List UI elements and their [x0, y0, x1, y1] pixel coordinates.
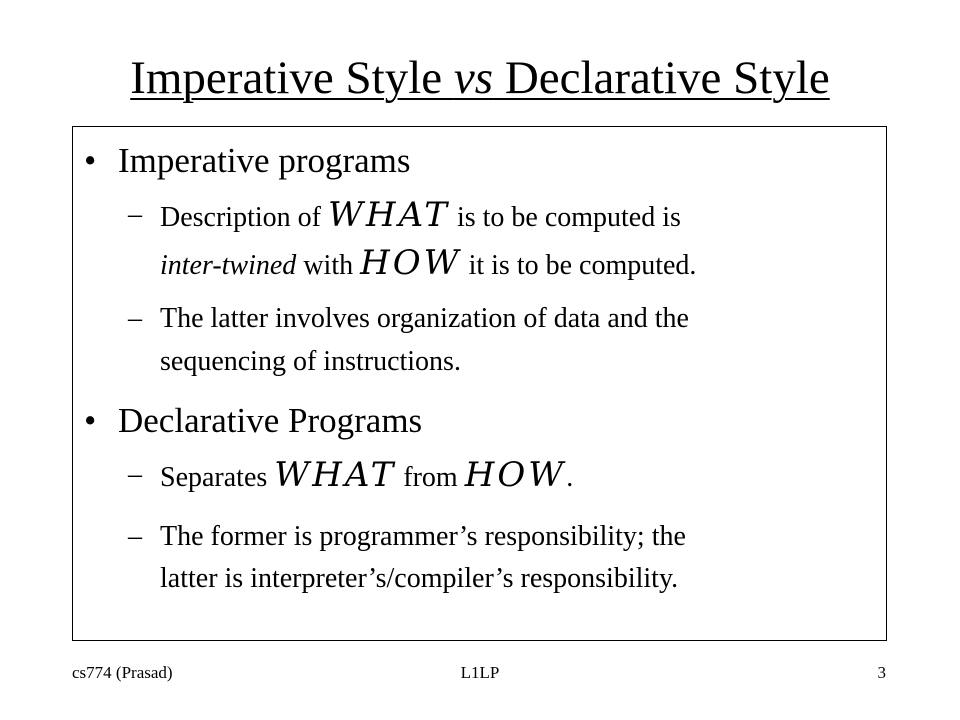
sub-text: Separates — [160, 462, 275, 493]
bullet-imperative — [84, 140, 411, 182]
sub-text: is to be computed is — [449, 202, 681, 233]
sub-text: Description of — [160, 202, 328, 233]
dash-icon: – — [128, 199, 142, 230]
title-part-2: Declarative Style — [493, 52, 830, 104]
what-keyword: WHAT — [327, 195, 450, 235]
title-emphasis: vs — [453, 52, 494, 104]
sub-item-latter-line2: sequencing of instructions. — [160, 346, 461, 377]
sub-item-what-how-line2 — [160, 243, 697, 283]
dash-icon: – — [128, 303, 142, 334]
sub-item-separates — [160, 455, 574, 495]
sub-text: . — [566, 462, 574, 493]
what-keyword: WHAT — [274, 455, 397, 495]
sub-text: from — [396, 462, 465, 493]
sub-item-former-line2: latter is interpreter’s/compiler’s responsibility. — [160, 563, 679, 594]
sub-text: with — [296, 250, 361, 281]
bullet-icon: • — [84, 141, 97, 180]
sub-item-what-how — [160, 195, 681, 235]
footer-center: L1LP — [460, 663, 500, 682]
bullet-label: Imperative programs — [118, 141, 411, 180]
dash-icon: – — [128, 521, 142, 552]
footer-left: cs774 (Prasad) — [72, 663, 173, 682]
page-number: 3 — [877, 663, 886, 682]
sub-text-italic: inter-twined — [160, 250, 297, 281]
sub-item-former: The former is programmer’s responsibility; the — [160, 521, 686, 552]
title-part-1: Imperative Style — [130, 52, 454, 104]
dash-icon: – — [128, 459, 142, 490]
sub-item-latter: The latter involves organization of data and the — [160, 303, 689, 334]
bullet-icon: • — [84, 401, 97, 440]
sub-text: it is to be computed. — [461, 250, 697, 281]
how-keyword: HOW — [360, 243, 462, 283]
slide-title — [0, 50, 960, 106]
bullet-label: Declarative Programs — [118, 401, 423, 440]
how-keyword: HOW — [464, 455, 567, 495]
bullet-declarative — [84, 400, 422, 442]
